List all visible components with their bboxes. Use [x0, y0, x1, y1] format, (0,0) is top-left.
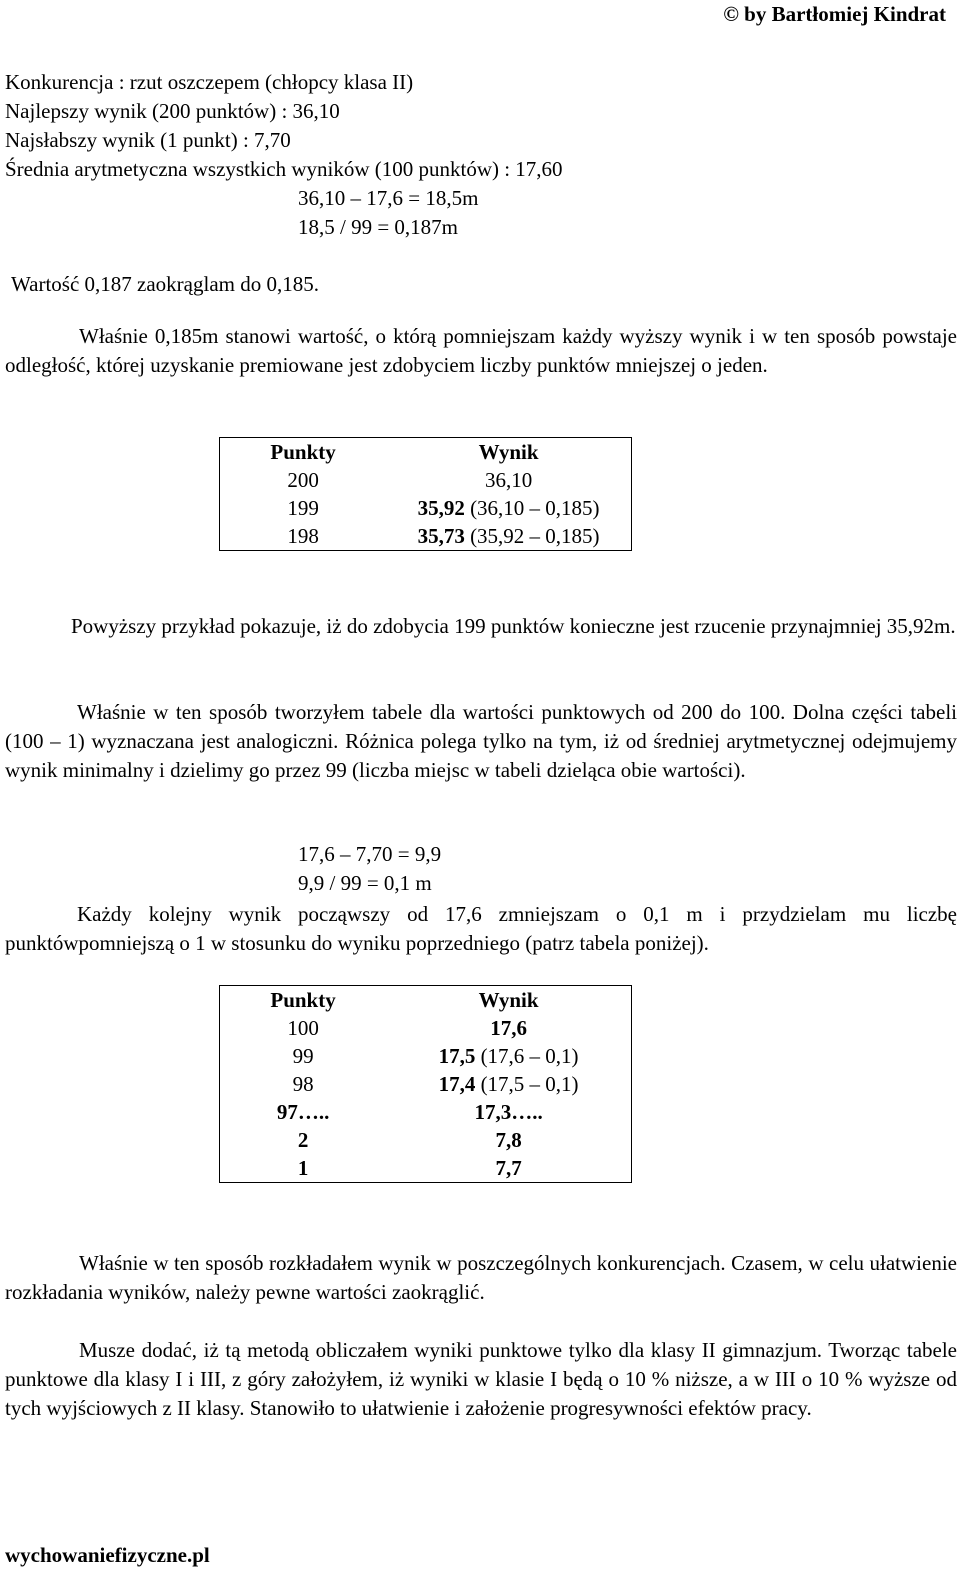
- table-cell-points: 200: [220, 466, 387, 494]
- result-note: (17,6 – 0,1): [475, 1043, 579, 1068]
- paragraph-method: Właśnie w ten sposób tworzyłem tabele dla wartości punktowych od 200 do 100. Dolna części tabeli (100 – 1) wyznaczana jest analogiczni. Różnica polega tylko na tym, iż od średniej arytmetycznej odejmujemy wynik minimalny i dzielimy go przez 99 (liczba miejsc w tabeli dzieląca obie wartości).: [5, 700, 957, 782]
- results-table-top: [219, 437, 632, 551]
- table-cell-points: 2: [220, 1126, 387, 1154]
- paragraph-class-note: Musze dodać, iż tą metodą obliczałem wyniki punktowe tylko dla klasy II gimnazjum. Tworząc tabele punktowe dla klasy I i III, z góry założyłem, iż wyniki w klasie I będą o 10 % niższe, a w III o 10 % wyższe od tych wyjściowych z II klasy. Stanowiło to ułatwienie i założenie progresywności efektów pracy.: [5, 1338, 957, 1420]
- table-cell-result: [386, 522, 631, 551]
- table-cell-points: 198: [220, 522, 387, 551]
- table-cell-points: 1: [220, 1154, 387, 1183]
- result-note: (35,92 – 0,185): [464, 523, 600, 548]
- paragraph-example: Powyższy przykład pokazuje, iż do zdobycia 199 punktów konieczne jest rzucenie przynajmniej 35,92m.: [71, 614, 956, 638]
- calculation-line-1: 36,10 – 17,6 = 18,5m: [298, 186, 479, 210]
- table-header-points: Punkty: [220, 986, 387, 1015]
- paragraph-decrement: Każdy kolejny wynik począwszy od 17,6 zmniejszam o 0,1 m i przydzielam mu liczbę punktówpomniejszą o 1 w stosunku do wyniku poprzedniego (patrz tabela poniżej).: [5, 902, 957, 955]
- result-note: (36,10 – 0,185): [464, 495, 600, 520]
- result-value: 36,10: [484, 467, 533, 492]
- result-value: 17,5: [438, 1043, 476, 1068]
- calculation-line-2: 18,5 / 99 = 0,187m: [298, 215, 459, 239]
- result-value: 17,4: [438, 1071, 476, 1096]
- table-cell-result: [386, 1042, 631, 1070]
- table-cell-result: [386, 1098, 631, 1126]
- table-cell-result: [386, 1154, 631, 1183]
- average-line: Średnia arytmetyczna wszystkich wyników (100 punktów) : 17,60: [5, 157, 563, 181]
- worst-result-line: Najsłabszy wynik (1 punkt) : 7,70: [5, 128, 291, 152]
- rounding-line: Wartość 0,187 zaokrąglam do 0,185.: [11, 272, 319, 296]
- paragraph-distribution: Właśnie w ten sposób rozkładałem wynik w poszczególnych konkurencjach. Czasem, w celu ułatwienie rozkładania wyników, należy pewne wartości zaokrąglić.: [5, 1251, 957, 1304]
- best-result-line: Najlepszy wynik (200 punktów) : 36,10: [5, 99, 340, 123]
- calculation-line-3: 17,6 – 7,70 = 9,9: [298, 842, 442, 866]
- result-value: 7,7: [495, 1155, 522, 1180]
- table-cell-points: 100: [220, 1014, 387, 1042]
- result-value: 35,73: [417, 523, 465, 548]
- table-cell-result: [386, 1014, 631, 1042]
- result-value: 17,3…..: [474, 1099, 543, 1124]
- result-value: 17,6: [490, 1015, 527, 1040]
- table-cell-points: 199: [220, 494, 387, 522]
- results-table-bottom: [219, 985, 632, 1183]
- paragraph-step-explanation: Właśnie 0,185m stanowi wartość, o którą pomniejszam każdy wyższy wynik i w ten sposób powstaje odległość, której uzyskanie premiowane jest zdobyciem liczby punktów mniejszej o jeden.: [5, 324, 957, 377]
- table-cell-result: [386, 494, 631, 522]
- table-cell-result: [386, 1070, 631, 1098]
- table-header-result: Wynik: [386, 986, 631, 1015]
- table-header-result: Wynik: [386, 438, 631, 467]
- calculation-line-4: 9,9 / 99 = 0,1 m: [298, 871, 432, 895]
- competition-line: Konkurencja : rzut oszczepem (chłopcy klasa II): [5, 70, 414, 94]
- table-cell-result: [386, 1126, 631, 1154]
- copyright-header: © by Bartłomiej Kindrat: [723, 2, 946, 26]
- footer-site: wychowaniefizyczne.pl: [5, 1543, 210, 1567]
- table-cell-points: 97…..: [220, 1098, 387, 1126]
- result-value: 7,8: [495, 1127, 522, 1152]
- table-header-points: Punkty: [220, 438, 387, 467]
- table-cell-result: [386, 466, 631, 494]
- result-value: 35,92: [417, 495, 465, 520]
- table-cell-points: 99: [220, 1042, 387, 1070]
- result-note: (17,5 – 0,1): [475, 1071, 579, 1096]
- table-cell-points: 98: [220, 1070, 387, 1098]
